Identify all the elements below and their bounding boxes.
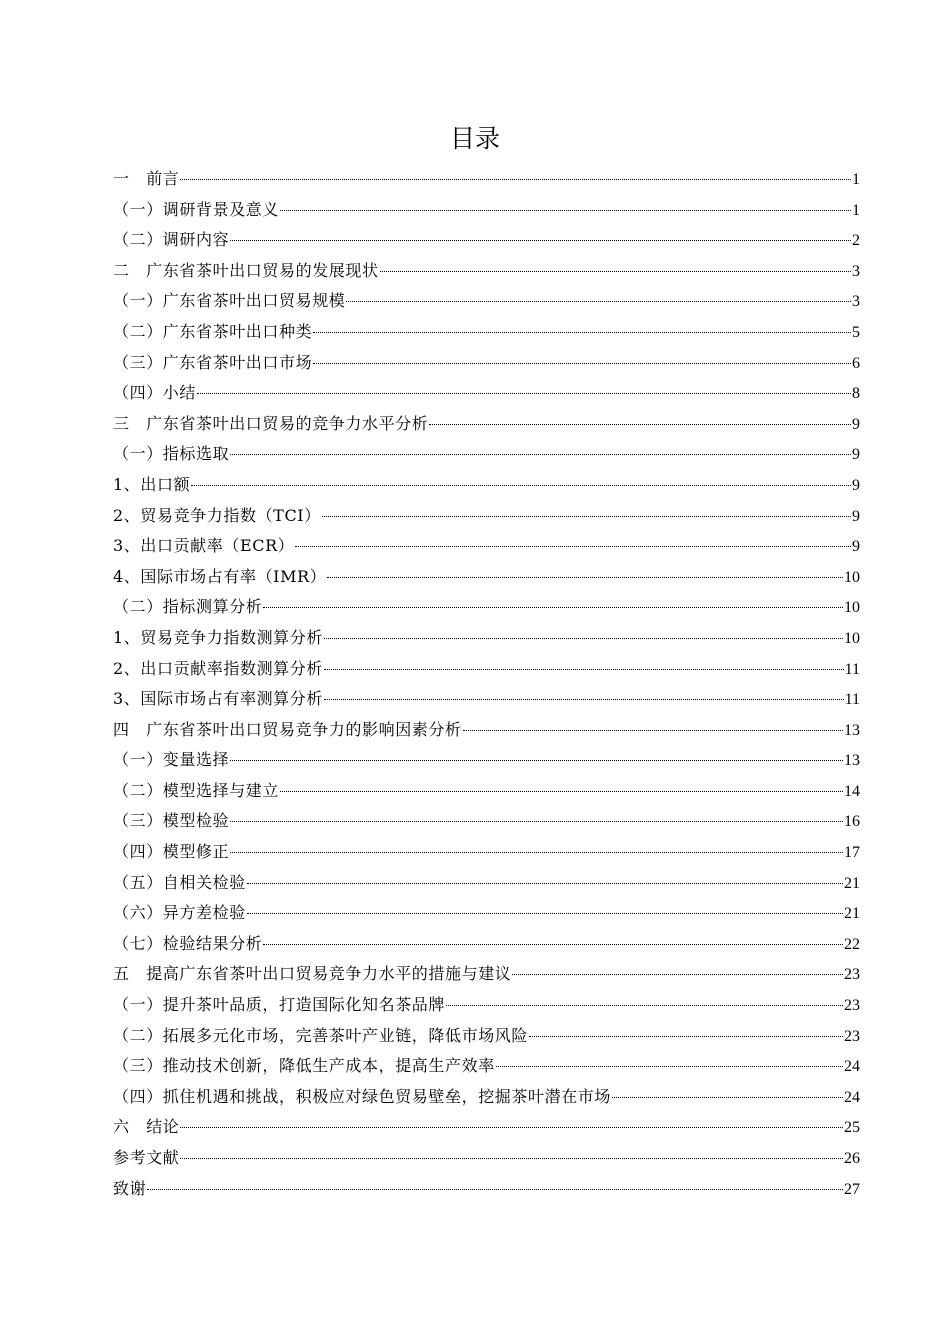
toc-entry-label: 4、国际市场占有率（IMR） [113,566,327,586]
toc-entry-page-number: 11 [844,660,860,678]
toc-entry[interactable] [113,837,860,868]
toc-dot-leader [429,424,851,425]
toc-entry[interactable] [113,684,860,715]
toc-entry[interactable] [113,225,860,256]
toc-entry-page-number: 11 [844,691,860,709]
toc-entry-page-number: 21 [844,905,860,923]
toc-dot-leader [263,607,843,608]
toc-entry[interactable] [113,959,860,990]
toc-entry-page-number: 13 [844,752,860,770]
toc-entry-label: （四）抓住机遇和挑战，积极应对绿色贸易壁垒，挖掘茶叶潜在市场 [113,1086,612,1106]
toc-entry[interactable] [113,164,860,195]
toc-entry[interactable] [113,929,860,960]
toc-entry-page-number: 24 [844,1058,860,1076]
toc-entry-label: （二）指标测算分析 [113,597,263,617]
toc-dot-leader [180,179,851,180]
toc-dot-leader [180,1158,843,1159]
toc-dot-leader [295,546,851,547]
toc-dot-leader [463,730,843,731]
toc-entry[interactable] [113,1082,860,1113]
toc-entry[interactable] [113,348,860,379]
toc-entry-label: （三）模型检验 [113,811,230,831]
toc-entry-label: 三 广东省茶叶出口贸易的竞争力水平分析 [113,413,429,433]
toc-entry-label: （六）异方差检验 [113,903,246,923]
toc-dot-leader [247,883,843,884]
toc-entry[interactable] [113,378,860,409]
toc-entry[interactable] [113,470,860,501]
toc-entry-page-number: 3 [852,293,860,311]
toc-dot-leader [230,240,851,241]
toc-dot-leader [496,1066,843,1067]
toc-entry-page-number: 9 [852,415,860,433]
toc-entry-page-number: 13 [844,721,860,739]
toc-entry-page-number: 23 [844,966,860,984]
toc-entry-page-number: 17 [844,844,860,862]
toc-dot-leader [324,638,843,639]
toc-entry-label: 四 广东省茶叶出口贸易竞争力的影响因素分析 [113,719,462,739]
toc-entry[interactable] [113,990,860,1021]
toc-dot-leader [612,1097,843,1098]
toc-dot-leader [197,393,851,394]
toc-entry-label: 参考文献 [113,1148,180,1167]
toc-entry[interactable] [113,256,860,287]
toc-entry-page-number: 23 [844,997,860,1015]
toc-entry[interactable] [113,654,860,685]
toc-entry-page-number: 8 [852,385,860,403]
toc-entry[interactable] [113,1143,860,1174]
toc-entry-page-number: 9 [852,538,860,556]
toc-dot-leader [324,669,844,670]
toc-entry-page-number: 9 [852,507,860,525]
toc-entry-label: （三）广东省茶叶出口市场 [113,352,313,372]
toc-entry-page-number: 24 [844,1088,860,1106]
toc-entry-page-number: 6 [852,354,860,372]
toc-entry-page-number: 10 [844,599,860,617]
toc-dot-leader [322,516,851,517]
toc-entry-label: （四）模型修正 [113,842,230,862]
toc-entry-label: 2、贸易竞争力指数（TCI） [113,505,321,525]
toc-dot-leader [313,332,851,333]
toc-entry-label: 3、出口贡献率（ECR） [113,536,295,556]
toc-entry[interactable] [113,1051,860,1082]
toc-entry-label: 二 广东省茶叶出口贸易的发展现状 [113,260,379,280]
toc-entry[interactable] [113,898,860,929]
toc-entry-label: （二）广东省茶叶出口种类 [113,321,313,341]
toc-dot-leader [313,363,851,364]
toc-entry-label: （一）指标选取 [113,444,230,464]
toc-entry-label: 六 结论 [113,1117,180,1137]
toc-entry[interactable] [113,592,860,623]
toc-entry[interactable] [113,776,860,807]
toc-entry-label: （五）自相关检验 [113,872,246,892]
page-title: 目录 [449,124,500,153]
toc-entry[interactable] [113,806,860,837]
toc-dot-leader [512,974,843,975]
toc-entry-page-number: 25 [844,1119,860,1137]
toc-dot-leader [180,1127,843,1128]
toc-dot-leader [230,454,851,455]
toc-dot-leader [147,1189,843,1190]
toc-entry[interactable] [113,501,860,532]
toc-entry-label: 致谢 [113,1178,147,1198]
toc-entry-label: （二）拓展多元化市场，完善茶叶产业链，降低市场风险 [113,1025,529,1045]
toc-entry-page-number: 10 [844,568,860,586]
toc-dot-leader [324,699,844,700]
toc-entry-label: 一 前言 [113,169,180,188]
toc-entry[interactable] [113,439,860,470]
toc-entry[interactable] [113,1021,860,1052]
toc-entry-page-number: 1 [852,201,860,219]
toc-dot-leader [263,944,843,945]
toc-entry[interactable] [113,531,860,562]
toc-entry-page-number: 9 [852,446,860,464]
toc-entry-page-number: 10 [844,629,860,647]
toc-entry-page-number: 16 [844,813,860,831]
toc-dot-leader [230,821,843,822]
toc-dot-leader [191,485,851,486]
toc-entry-page-number: 14 [844,782,860,800]
toc-entry-page-number: 23 [844,1027,860,1045]
toc-entry[interactable] [113,195,860,226]
toc-entry-label: （七）检验结果分析 [113,933,263,953]
toc-dot-leader [247,913,843,914]
toc-entry-label: 1、贸易竞争力指数测算分析 [113,627,323,647]
toc-entry[interactable] [113,868,860,899]
toc-dot-leader [380,271,851,272]
toc-entry[interactable] [113,715,860,746]
toc-entry[interactable] [113,745,860,776]
toc-entry-label: 五 提高广东省茶叶出口贸易竞争力水平的措施与建议 [113,964,512,984]
toc-dot-leader [446,1005,843,1006]
toc-entry-label: 1、出口额 [113,474,191,494]
toc-entry-label: 2、出口贡献率指数测算分析 [113,658,323,678]
toc-entry-label: （一）广东省茶叶出口贸易规模 [113,291,346,311]
toc-dot-leader [346,301,851,302]
toc-entry-label: （二）模型选择与建立 [113,780,280,800]
toc-dot-leader [327,577,843,578]
toc-entry-page-number: 22 [844,935,860,953]
toc-entry[interactable] [113,409,860,440]
toc-entry-label: （一）提升茶叶品质，打造国际化知名茶品牌 [113,995,446,1015]
toc-entry-label: （二）调研内容 [113,230,230,250]
toc-entry-page-number: 26 [844,1150,860,1167]
toc-entry[interactable] [113,1174,860,1205]
toc-dot-leader [280,791,843,792]
toc-list [113,164,860,1204]
toc-entry[interactable] [113,286,860,317]
toc-entry-label: （四）小结 [113,383,197,403]
toc-entry[interactable] [113,317,860,348]
toc-dot-leader [230,760,843,761]
toc-entry-page-number: 3 [852,262,860,280]
toc-entry[interactable] [113,623,860,654]
toc-entry-page-number: 5 [852,323,860,341]
toc-entry[interactable] [113,1112,860,1143]
toc-entry-label: （一）变量选择 [113,750,230,770]
toc-dot-leader [280,210,851,211]
toc-entry-label: （一）调研背景及意义 [113,199,280,219]
toc-entry-label: （三）推动技术创新，降低生产成本，提高生产效率 [113,1056,495,1076]
toc-entry-page-number: 2 [852,232,860,250]
toc-entry-page-number: 9 [852,476,860,494]
toc-dot-leader [230,852,843,853]
toc-entry-label: 3、国际市场占有率测算分析 [113,689,323,709]
toc-entry-page-number: 1 [852,171,860,188]
toc-dot-leader [529,1036,843,1037]
toc-entry-page-number: 21 [844,874,860,892]
toc-entry[interactable] [113,562,860,593]
toc-entry-page-number: 27 [844,1180,860,1198]
